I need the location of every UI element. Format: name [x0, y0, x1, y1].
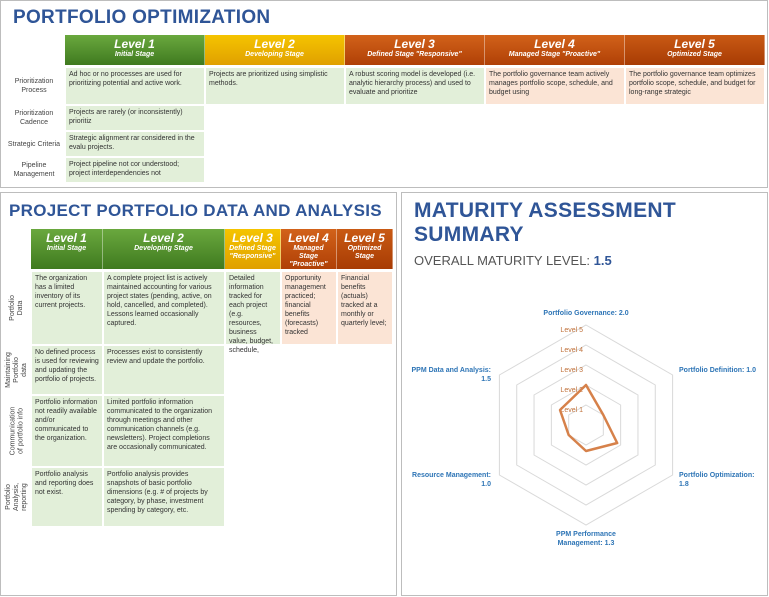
ring-label: Level 3	[560, 367, 583, 374]
table-cell: Portfolio analysis provides snapshots of basic portfolio dimensions (e.g. # of projects by category, by phase, investment spending by category, etc.	[103, 467, 225, 527]
table-cell: The portfolio governance team actively manages portfolio scope, schedule, and budget using	[485, 67, 625, 105]
row-label	[3, 467, 31, 527]
axis-label: Portfolio Governance: 2.0	[543, 310, 629, 317]
ring-label: Level 4	[560, 347, 583, 354]
slide-maturity-summary	[401, 192, 768, 596]
table-cell: The organization has a limited inventory of its current projects.	[31, 271, 103, 345]
row-label	[3, 395, 31, 467]
row-label-text: Prioritization Cadence	[14, 110, 54, 126]
level-title: Level 4	[534, 37, 575, 51]
level-stage: Defined Stage "Responsive"	[367, 51, 462, 58]
row-label-text: Pipeline Management	[13, 162, 55, 178]
slide-project-portfolio-data	[0, 192, 397, 596]
level-header	[103, 229, 225, 269]
data-point	[586, 385, 587, 386]
grid-ring	[499, 325, 672, 525]
level-header	[337, 229, 393, 269]
overall-maturity-value: 1.5	[593, 253, 612, 268]
table-cell: Processes exist to consistently review and update the portfolio.	[103, 345, 225, 395]
level-stage: Optimized Stage	[667, 51, 722, 58]
row-label	[3, 345, 31, 395]
table-cell: Projects are prioritized using simplistic methods.	[205, 67, 345, 105]
row-label-text: Prioritization Process	[14, 78, 54, 94]
level-stage: Developing Stage	[134, 245, 193, 252]
data-point	[560, 410, 561, 411]
level-title: Level 2	[254, 37, 295, 51]
table-cell: Projects are rarely (or inconsistently) prioritiz	[65, 105, 205, 131]
axis-label: Portfolio Definition: 1.0	[679, 367, 756, 374]
level-title: Level 3	[394, 37, 435, 51]
slide-portfolio-optimization	[0, 0, 768, 188]
level-title: Level 1	[46, 231, 87, 245]
level-stage: Defined Stage "Responsive"	[229, 245, 276, 260]
data-point	[617, 443, 618, 444]
row-label-text: Communication of portfolio info	[9, 406, 25, 456]
level-title: Level 5	[344, 231, 385, 245]
level-stage: Managed Stage "Proactive"	[289, 245, 328, 268]
row-label	[3, 105, 65, 131]
ring-label: Level 5	[560, 327, 583, 334]
axis-label: Portfolio Optimization: 1.8	[679, 472, 755, 488]
slide-title: PORTFOLIO OPTIMIZATION	[13, 7, 271, 28]
grid-ring	[534, 365, 638, 485]
level-header	[205, 35, 345, 65]
table-cell: Detailed information tracked for each project (e.g. resources, business value, budget, schedule,	[225, 271, 281, 345]
table-cell: Limited portfolio information communicated to the organization through meetings and other communication channels (e.g. newsletters). Project completions are occasionally communicated.	[103, 395, 225, 467]
row-label	[3, 271, 31, 345]
level-header	[625, 35, 765, 65]
axis-label-line: PPM Performance	[556, 531, 616, 538]
row-label-text: Portfolio Analysis, reporting	[5, 482, 28, 511]
table-cell: Project pipeline not cor understood; project interdependencies not	[65, 157, 205, 183]
grid-ring	[517, 345, 656, 505]
grid-ring	[551, 385, 620, 465]
level-stage: Developing Stage	[245, 51, 304, 58]
level-header	[225, 229, 281, 269]
level-stage: Managed Stage "Proactive"	[508, 51, 601, 58]
level-header	[485, 35, 625, 65]
slide-title: PROJECT PORTFOLIO DATA AND ANALYSIS	[9, 201, 382, 220]
table-cell: Ad hoc or no processes are used for prioritizing potential and active work.	[65, 67, 205, 105]
level-title: Level 2	[143, 231, 184, 245]
axis-label: Resource Management: 1.0	[412, 472, 491, 488]
level-title: Level 5	[674, 37, 715, 51]
data-point	[586, 451, 587, 452]
ring-label: Level 2	[560, 387, 583, 394]
table-cell: Portfolio information not readily available and/or communicated to the organization.	[31, 395, 103, 467]
table-cell: No defined process is used for reviewing and updating the portfolio of projects.	[31, 345, 103, 395]
row-label	[3, 157, 65, 183]
table-cell: Financial benefits (actuals) tracked at a monthly or quarterly level;	[337, 271, 393, 345]
level-title: Level 1	[114, 37, 155, 51]
level-header	[31, 229, 103, 269]
table-cell: Opportunity management practiced; financial benefits (forecasts) tracked	[281, 271, 337, 345]
row-label-text: Portfolio Data	[9, 295, 24, 321]
level-stage: Initial Stage	[46, 245, 87, 252]
level-title: Level 3	[232, 231, 273, 245]
row-label-text: Maintaining Portfolio data	[5, 352, 28, 388]
data-point	[603, 415, 604, 416]
table-cell: A complete project list is actively maintained accounting for various project states (pending, active, on hold, cancelled, and completed). Lessons learned occasionally captured.	[103, 271, 225, 345]
axis-label-line: Management: 1.3	[557, 540, 615, 547]
row-label	[3, 67, 65, 105]
level-header	[345, 35, 485, 65]
overall-maturity-label: OVERALL MATURITY LEVEL:	[414, 253, 591, 268]
row-label	[3, 131, 65, 157]
table-cell: The portfolio governance team optimizes portfolio scope, schedule, and budget for long-range strategic	[625, 67, 765, 105]
ring-label: Level 1	[560, 407, 583, 414]
axis-label: PPM Data and Analysis: 1.5	[411, 367, 491, 383]
slide-title: MATURITY ASSESSMENT SUMMARY	[414, 199, 676, 246]
axis-label	[486, 530, 686, 548]
table-cell: A robust scoring model is developed (i.e. analytic hierarchy process) and used to evaluate and prioritize	[345, 67, 485, 105]
level-header	[281, 229, 337, 269]
level-header	[65, 35, 205, 65]
row-label-text: Strategic Criteria	[7, 140, 61, 148]
table-cell: Strategic alignment rar considered in the evalu projects.	[65, 131, 205, 157]
level-stage: Optimized Stage	[347, 245, 382, 260]
level-stage: Initial Stage	[114, 51, 155, 58]
data-point	[568, 435, 569, 436]
level-title: Level 4	[288, 231, 329, 245]
table-cell: Portfolio analysis and reporting does not exist.	[31, 467, 103, 527]
